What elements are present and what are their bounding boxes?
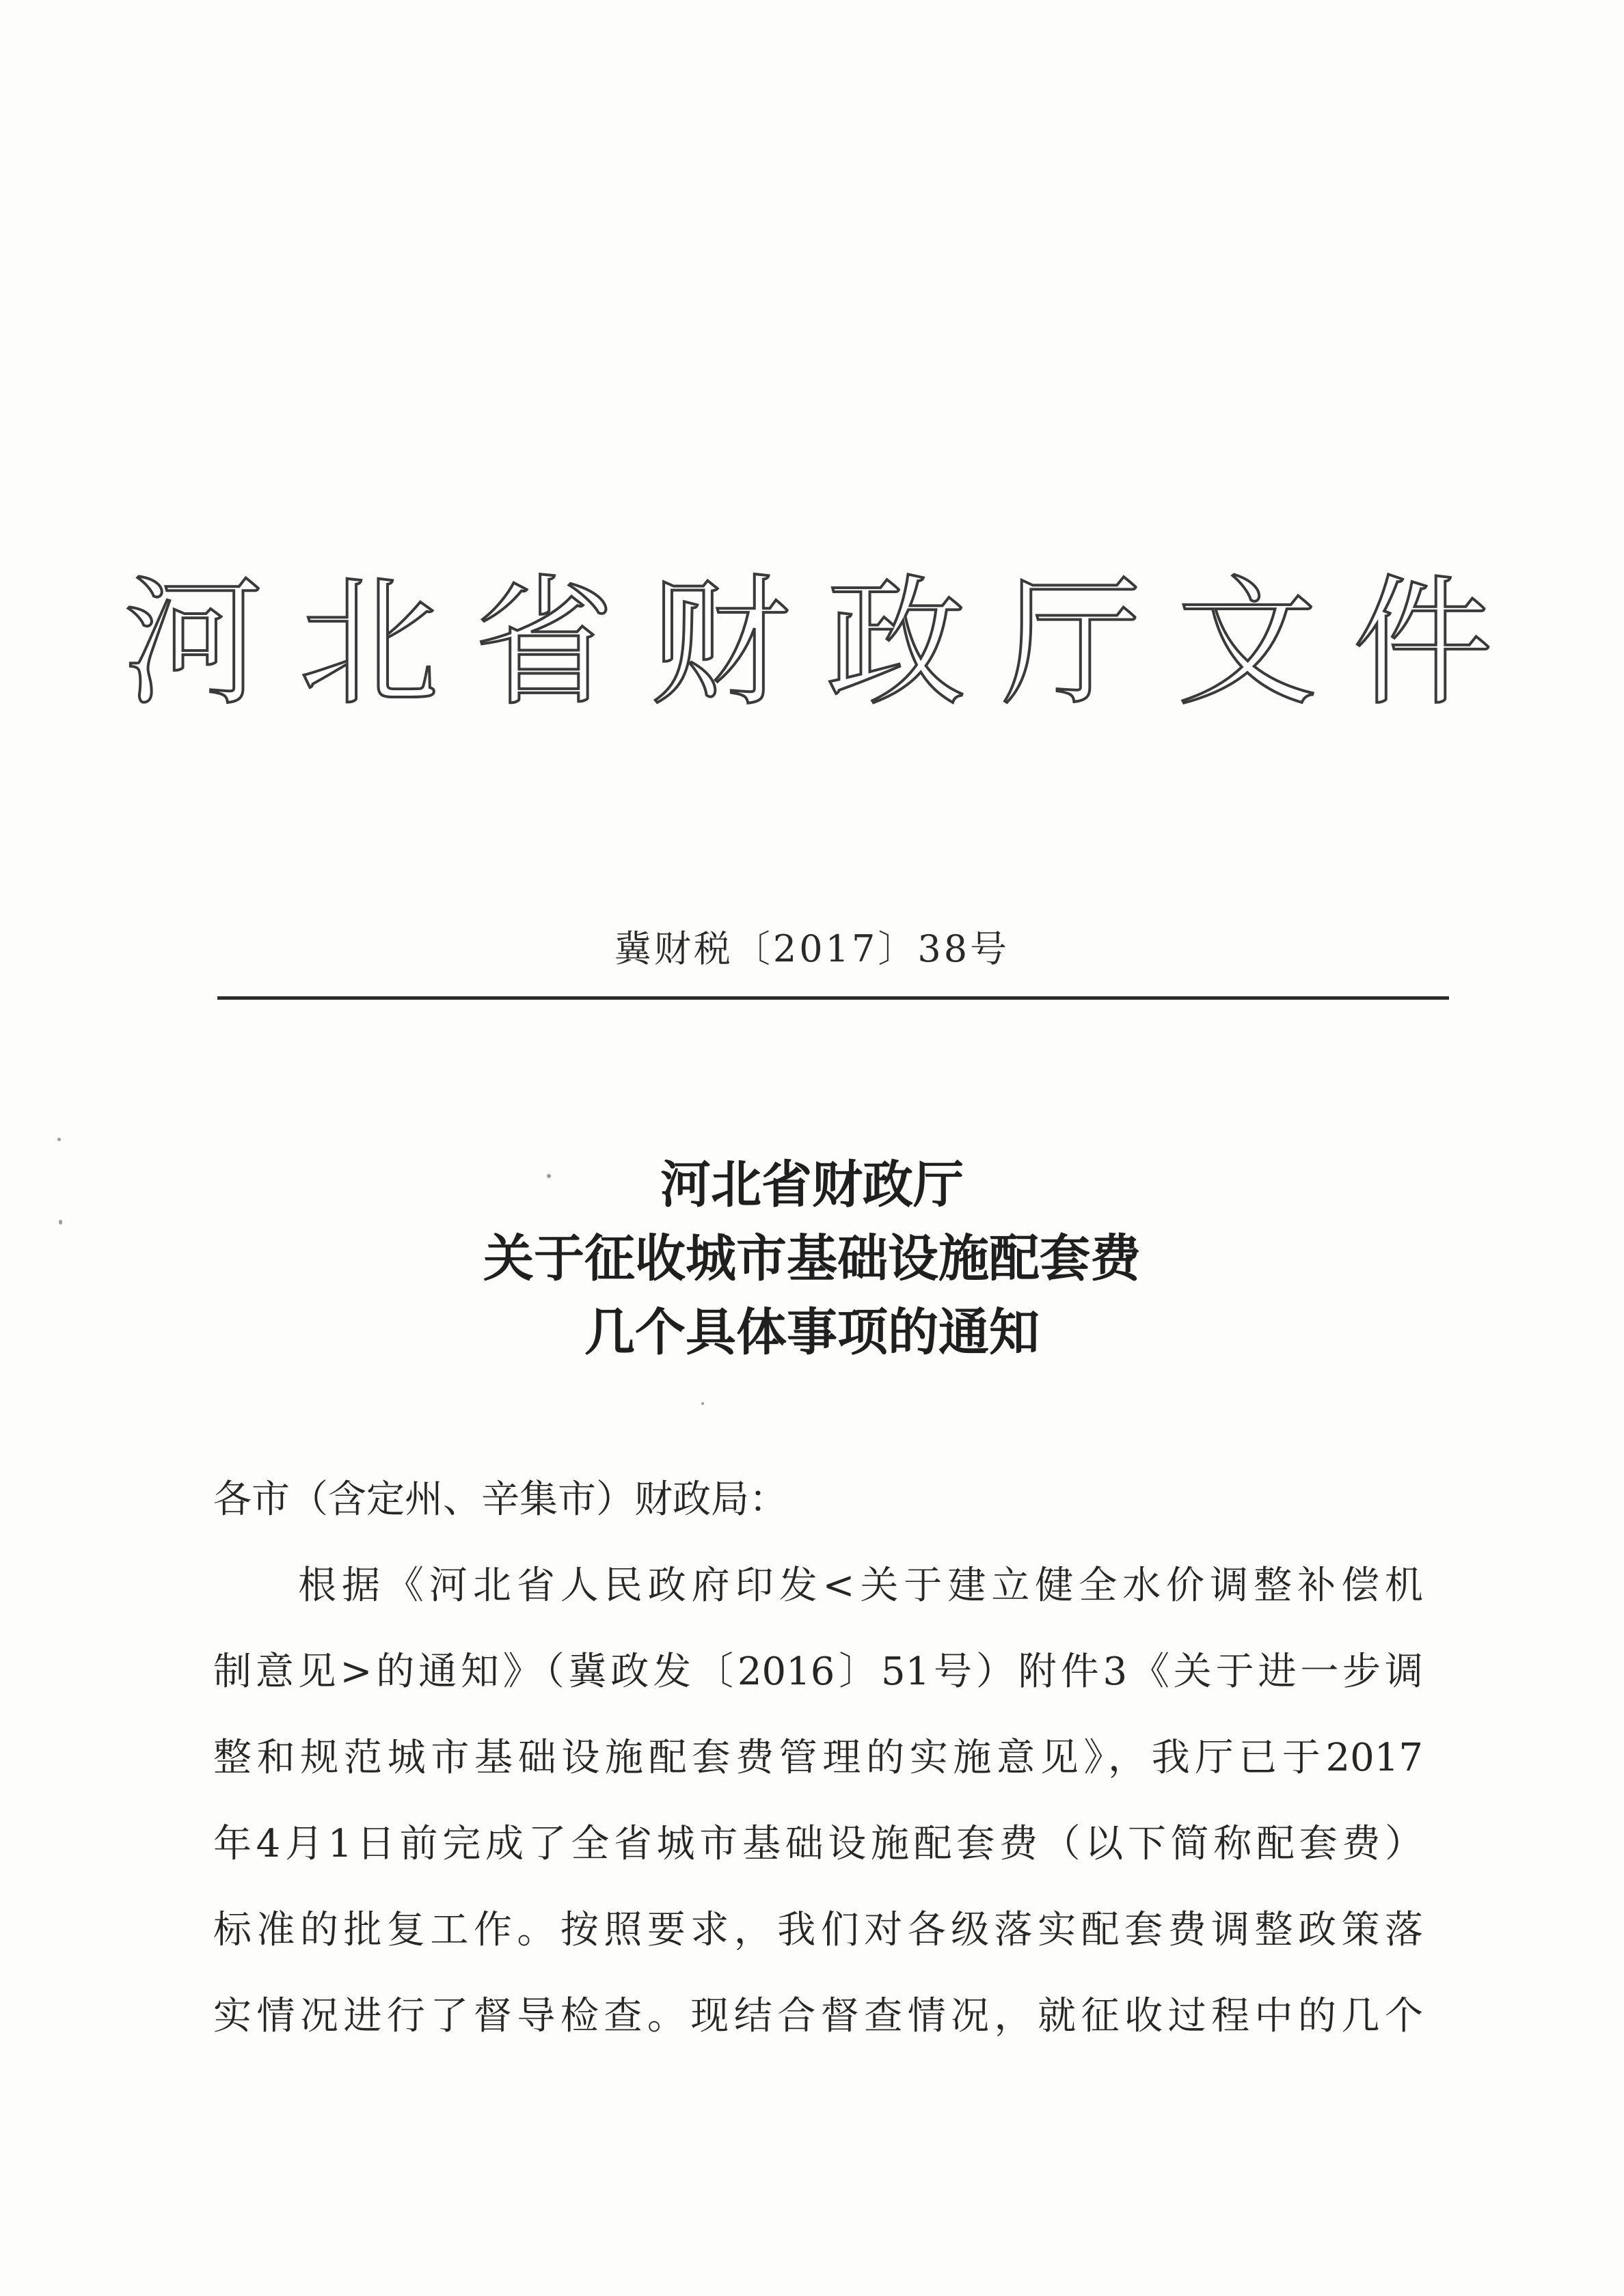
paragraph-line-2: 制意见>的通知》（冀政发〔2016〕51号）附件3《关于进一步调 <box>213 1650 1423 1694</box>
document-body <box>213 1457 1423 2060</box>
document-masthead: 河北省财政厅文件 <box>123 562 1528 725</box>
scan-speck <box>57 1138 61 1141</box>
paragraph-line-6: 实情况进行了督导检查。现结合督查情况，就征收过程中的几个 <box>213 1994 1423 2038</box>
scan-speck <box>59 1220 62 1225</box>
paragraph-line-3: 整和规范城市基础设施配套费管理的实施意见》，我厅已于2017 <box>213 1736 1423 1780</box>
paragraph-line-4: 年4月1日前完成了全省城市基础设施配套费（以下简称配套费） <box>213 1822 1423 1866</box>
scan-speck <box>701 1402 704 1405</box>
title-line-2: 关于征收城市基础设施配套费 <box>483 1229 1141 1288</box>
paragraph-line-1: 根据《河北省人民政府印发<关于建立健全水价调整补偿机 <box>298 1563 1423 1608</box>
paragraph-line-5: 标准的批复工作。按照要求，我们对各级落实配套费调整政策落 <box>213 1908 1423 1952</box>
scan-speck <box>547 1174 551 1178</box>
salutation: 各市（含定州、辛集市）财政局： <box>213 1477 787 1522</box>
title-line-3: 几个具体事项的通知 <box>584 1303 1040 1362</box>
document-number: 冀财税〔2017〕38号 <box>614 927 1010 970</box>
title-line-1: 河北省财政厅 <box>660 1156 964 1214</box>
document-title <box>0 1148 1624 1369</box>
masthead-divider <box>217 996 1449 1000</box>
